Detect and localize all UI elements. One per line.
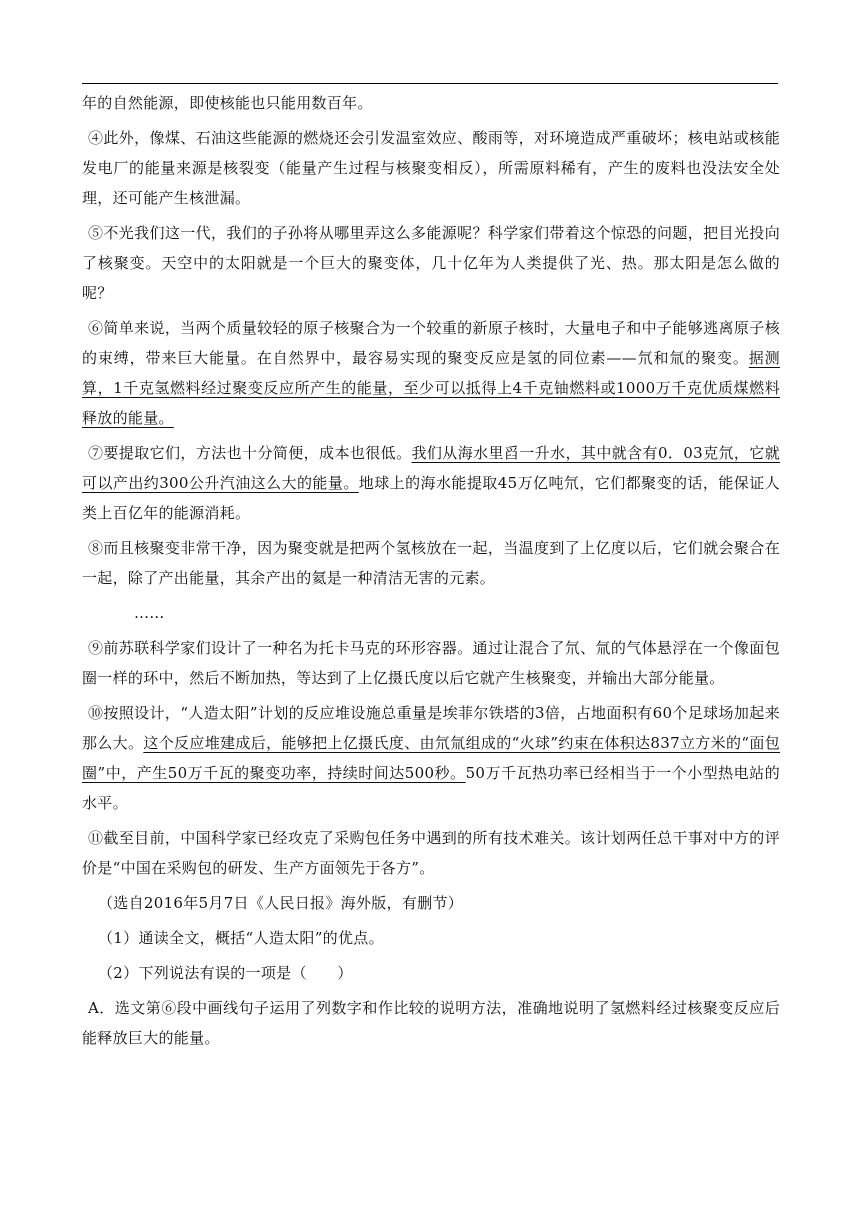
paragraph-7-underlined-sentence: 我们从海水里舀一升水，其中就含有0．03克氘，它就可以产出约300公升汽油这么大的能量。 bbox=[82, 444, 780, 492]
paragraph-10-text-b: 50万千瓦热功率已经相当于一个小型热电站的水平。 bbox=[82, 764, 780, 812]
paragraph-9: ⑨前苏联科学家们设计了一种名为托卡马克的环形容器。通过让混合了氘、氚的气体悬浮在一个像面包圈一样的环中，然后不断加热，等达到了上亿摄氏度以后它就产生核聚变，并输出大部分能量。 bbox=[82, 639, 780, 687]
source-citation: （选自2016年5月7日《人民日报》海外版，有删节） bbox=[98, 894, 464, 912]
question-2: （2）下列说法有误的一项是（ ） bbox=[98, 964, 353, 982]
paragraph-11: ⑪截至目前，中国科学家已经攻克了采购包任务中遇到的所有技术难关。该计划两任总干事对中方的评价是“中国在采购包的研发、生产方面领先于各方”。 bbox=[82, 829, 780, 877]
paragraph-7-text-a: ⑦要提取它们，方法也十分简便，成本也很低。 bbox=[88, 444, 412, 462]
paragraph-7-text-b: 地球上的海水能提取45万亿吨氘，它们都聚变的话，能保证人类上百亿年的能源消耗。 bbox=[82, 474, 780, 522]
paragraph-10-underlined-sentence: 这个反应堆建成后，能够把上亿摄氏度、由氘氚组成的“火球”约束在体积达837立方米的“面包圈”中，产生50万千瓦的聚变功率，持续时间达500秒。 bbox=[82, 734, 780, 782]
paragraph-10 bbox=[82, 698, 780, 818]
option-a: A．选文第⑥段中画线句子运用了列数字和作比较的说明方法，准确地说明了氢燃料经过核聚变反应后能释放巨大的能量。 bbox=[82, 999, 780, 1047]
paragraph-7 bbox=[82, 438, 780, 528]
omission-ellipsis: …… bbox=[134, 604, 165, 622]
paragraph-6-underlined-sentence: 据测算，1千克氢燃料经过聚变反应所产生的能量，至少可以抵得上4千克铀燃料或1000万千克优质煤燃料释放的能量。 bbox=[82, 349, 780, 427]
paragraph-5: ⑤不光我们这一代，我们的子孙将从哪里弄这么多能源呢？科学家们带着这个惊恐的问题，把目光投向了核聚变。天空中的太阳就是一个巨大的聚变体，几十亿年为人类提供了光、热。那太阳是怎么做的呢？ bbox=[82, 224, 780, 302]
paragraph-6-text: ⑥简单来说，当两个质量较轻的原子核聚合为一个较重的新原子核时，大量电子和中子能够逃离原子核的束缚，带来巨大能量。在自然界中，最容易实现的聚变反应是氢的同位素——氘和氚的聚变。 bbox=[82, 319, 780, 367]
paragraph-6 bbox=[82, 313, 780, 433]
article-body bbox=[82, 88, 780, 1058]
paragraph-4: ④此外，像煤、石油这些能源的燃烧还会引发温室效应、酸雨等，对环境造成严重破坏；核电站或核能发电厂的能量来源是核裂变（能量产生过程与核聚变相反），所需原料稀有，产生的废料也没法安全处理，还可能产生核泄漏。 bbox=[82, 129, 780, 207]
question-1: （1）通读全文，概括“人造太阳”的优点。 bbox=[98, 929, 384, 947]
paragraph-10-text-a: ⑩按照设计，“人造太阳”计划的反应堆设施总重量是埃菲尔铁塔的3倍，占地面积有60个足球场加起来那么大。 bbox=[82, 704, 780, 752]
paragraph-continuation: 年的自然能源，即使核能也只能用数百年。 bbox=[82, 94, 373, 112]
paragraph-8: ⑧而且核聚变非常干净，因为聚变就是把两个氢核放在一起，当温度到了上亿度以后，它们就会聚合在一起，除了产出能量，其余产出的氦是一种清洁无害的元素。 bbox=[82, 539, 780, 587]
header-rule bbox=[82, 83, 778, 84]
